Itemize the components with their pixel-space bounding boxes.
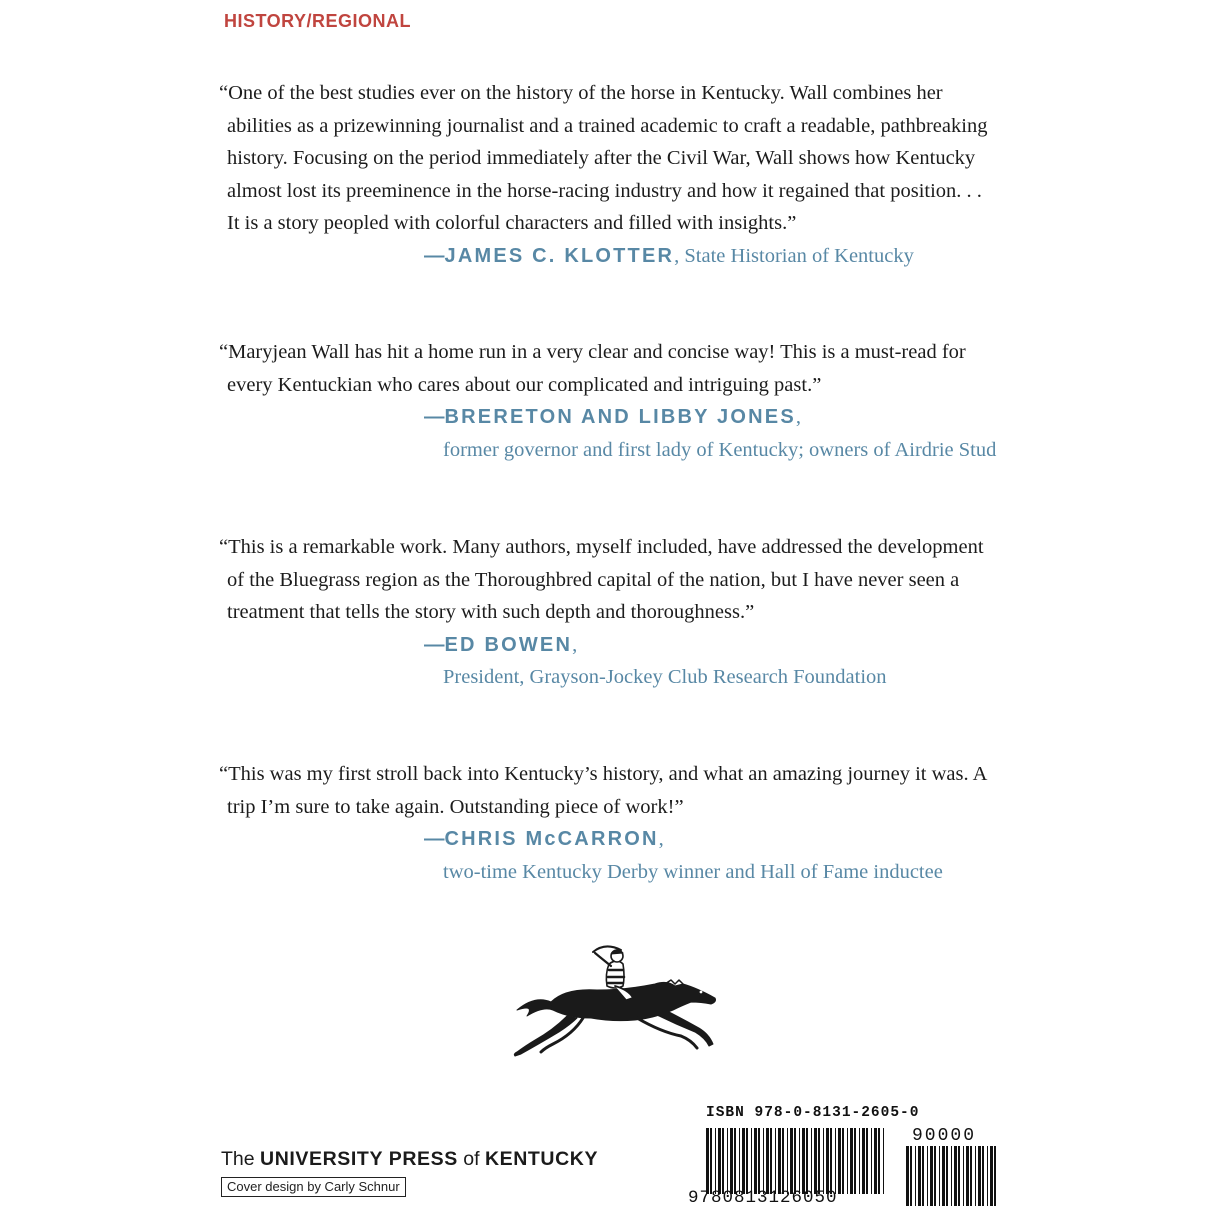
barcode-bar [746, 1128, 748, 1194]
attribution-comma: , [658, 828, 664, 850]
barcode-bar [970, 1146, 972, 1206]
barcode-bar [842, 1128, 844, 1194]
barcode-bar [939, 1146, 940, 1206]
blurb-text: “This is a remarkable work. Many authors, myself included, have addressed the development of the Bluegrass region as the Thoroughbred capital of the nation, but I have never seen a treatment that tells the story with such depth and thoroughness.” [219, 536, 984, 623]
barcode-bar [799, 1128, 800, 1194]
blurb-attribution [424, 240, 999, 273]
barcode-bar [706, 1128, 709, 1194]
blurb-mccarron [219, 758, 999, 888]
barcode-bar [754, 1128, 757, 1194]
barcode-bar [982, 1146, 984, 1206]
attribution-role: , State Historian of Kentucky [674, 244, 914, 267]
barcode-bar [859, 1128, 860, 1194]
barcode-bar [927, 1146, 928, 1206]
category-label: HISTORY/REGIONAL [224, 11, 412, 31]
blurb-attribution [424, 823, 999, 888]
cover-credit: Cover design by Carly Schnur [221, 1177, 406, 1197]
barcode-bar [934, 1146, 936, 1206]
attribution-role: President, Grayson-Jockey Club Research Foundation [443, 666, 887, 688]
blurb-bowen [219, 531, 999, 694]
barcode-bar [862, 1128, 865, 1194]
blurb-attribution [424, 629, 999, 694]
barcode-bar [794, 1128, 796, 1194]
barcode-bar [946, 1146, 948, 1206]
publisher-caps-1: UNIVERSITY PRESS [260, 1148, 458, 1170]
barcode-bars [706, 1128, 888, 1194]
isbn-barcode [686, 1104, 1006, 1210]
attribution-comma: , [572, 633, 578, 656]
attribution-dash: — [424, 632, 445, 656]
barcode-bar [758, 1128, 760, 1194]
barcode-bar [871, 1128, 872, 1194]
blurb-text: “This was my first stroll back into Kentucky’s history, and what an amazing journey it was. A trip I’m sure to take again. Outstanding piece of work!” [219, 763, 987, 818]
barcode-bar [727, 1128, 728, 1194]
isbn-label: ISBN 978-0-8131-2605-0 [706, 1105, 920, 1121]
barcode-bar [854, 1128, 856, 1194]
blurb-text: “Maryjean Wall has hit a home run in a very clear and concise way! This is a must-read for every Kentuckian who cares about our complicated and intriguing past.” [219, 341, 966, 396]
attribution-name: BRERETON AND LIBBY JONES [444, 406, 796, 428]
publisher-mid: of [457, 1148, 485, 1170]
blurb-text: “One of the best studies ever on the history of the horse in Kentucky. Wall combines her abilities as a prizewinning journalist and a trained academic to craft a readable, pathbreaking history. Focusing on the period immediately after the Civil War, Wall shows how Kentucky almost lost its preeminence in the horse-racing industry and how it regained that position. . . It is a story peopled with colorful characters and filled with insights.” [219, 82, 988, 234]
barcode-bar [775, 1128, 776, 1194]
barcode-bar [838, 1128, 841, 1194]
barcode-bar [823, 1128, 824, 1194]
barcode-bar [850, 1128, 853, 1194]
barcode-bar [787, 1128, 788, 1194]
barcode-bar [954, 1146, 957, 1206]
barcode-bar [826, 1128, 829, 1194]
blurb-jones [219, 336, 999, 466]
barcode-bar [987, 1146, 988, 1206]
barcode-bar [963, 1146, 964, 1206]
barcode-bar [766, 1128, 769, 1194]
attribution-dash: — [424, 243, 445, 267]
attribution-dash: — [424, 405, 445, 428]
barcode-bar [718, 1128, 721, 1194]
barcode-addon-bars [906, 1146, 996, 1206]
barcode-bar [866, 1128, 868, 1194]
barcode-bar [906, 1146, 909, 1206]
barcode-bar [739, 1128, 740, 1194]
barcode-bar [966, 1146, 969, 1206]
barcode-bar [830, 1128, 832, 1194]
barcode-bar [990, 1146, 993, 1206]
barcode-bar [778, 1128, 781, 1194]
barcode-bar [915, 1146, 916, 1206]
barcode-bar [930, 1146, 933, 1206]
barcode-bar [730, 1128, 733, 1194]
barcode-bar [910, 1146, 912, 1206]
barcode-bar [751, 1128, 752, 1194]
blurb-klotter [219, 77, 999, 272]
barcode-bar [811, 1128, 812, 1194]
attribution-dash: — [424, 827, 445, 850]
barcode-bar [802, 1128, 805, 1194]
publisher-prefix: The [221, 1148, 261, 1170]
barcode-bar [918, 1146, 921, 1206]
barcode-bar [818, 1128, 820, 1194]
barcode-addon-digits: 90000 [912, 1126, 977, 1146]
barcode-bar [790, 1128, 793, 1194]
barcode-bar [710, 1128, 712, 1194]
barcode-bar [951, 1146, 952, 1206]
barcode-bar [847, 1128, 848, 1194]
racehorse-jockey-icon [505, 940, 720, 1060]
attribution-comma: , [795, 406, 801, 428]
barcode-bar [874, 1128, 877, 1194]
attribution-role: two-time Kentucky Derby winner and Hall of Fame inductee [443, 860, 943, 883]
attribution-name: JAMES C. KLOTTER [444, 244, 675, 267]
barcode-bar [942, 1146, 945, 1206]
barcode-bar [763, 1128, 764, 1194]
barcode-bar [883, 1128, 884, 1194]
attribution-name: ED BOWEN [444, 633, 573, 656]
barcode-bar [734, 1128, 736, 1194]
blurb-attribution [424, 401, 999, 466]
barcode-bar [715, 1128, 716, 1194]
barcode-digits: 9780813126050 [688, 1188, 838, 1208]
barcode-bar [922, 1146, 924, 1206]
attribution-role: former governor and first lady of Kentucky; owners of Airdrie Stud [443, 438, 997, 461]
barcode-bar [742, 1128, 745, 1194]
barcode-bar [958, 1146, 960, 1206]
barcode-bar [806, 1128, 808, 1194]
publisher-name [221, 1148, 598, 1171]
barcode-bar [782, 1128, 784, 1194]
barcode-bar [994, 1146, 996, 1206]
attribution-name: CHRIS McCARRON [444, 828, 659, 850]
barcode-bar [878, 1128, 880, 1194]
publisher-caps-2: KENTUCKY [484, 1148, 599, 1170]
barcode-bar [978, 1146, 981, 1206]
barcode-bar [770, 1128, 772, 1194]
barcode-bar [975, 1146, 976, 1206]
barcode-bar [835, 1128, 836, 1194]
barcode-bar [722, 1128, 724, 1194]
barcode-bar [814, 1128, 817, 1194]
